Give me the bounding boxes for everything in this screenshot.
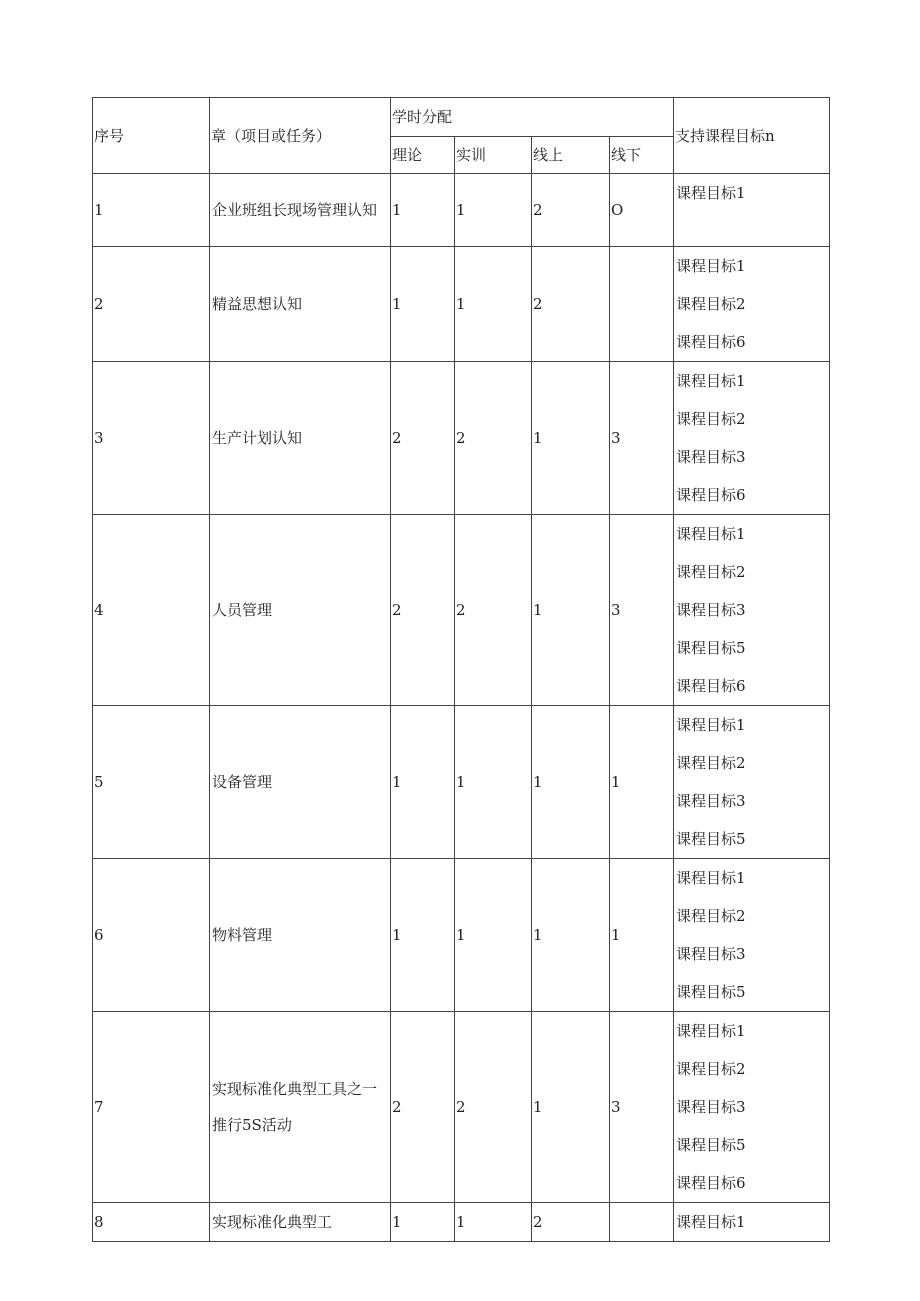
header-theory: 理论: [391, 137, 455, 174]
row-goals: [674, 362, 830, 515]
row-seq: 4: [93, 515, 210, 706]
goal-item: 课程目标5: [676, 983, 746, 1001]
row-goals: [674, 706, 830, 859]
goal-item: 课程目标1: [676, 184, 746, 202]
row-online: 2: [532, 247, 610, 362]
goal-item: 课程目标2: [676, 410, 746, 428]
row-seq: 1: [93, 174, 210, 247]
row-chapter: 企业班组长现场管理认知: [210, 174, 391, 247]
row-goals: [674, 247, 830, 362]
goal-item: 课程目标2: [676, 295, 746, 313]
row-theory: 2: [391, 362, 455, 515]
goal-item: 课程目标1: [676, 716, 746, 734]
row-goals: [674, 1203, 830, 1242]
header-goals: 支持课程目标n: [674, 98, 830, 174]
row-theory: 2: [391, 515, 455, 706]
header-chapter: 章（项目或任务）: [210, 98, 391, 174]
row-chapter: 人员管理: [210, 515, 391, 706]
goal-item: 课程目标2: [676, 563, 746, 581]
row-practice: 1: [455, 247, 532, 362]
row-chapter: 物料管理: [210, 859, 391, 1012]
row-seq: 7: [93, 1012, 210, 1203]
header-seq: 序号: [93, 98, 210, 174]
goal-item: 课程目标6: [676, 333, 746, 351]
row-offline: O: [610, 174, 674, 247]
row-theory: 1: [391, 247, 455, 362]
row-offline: 3: [610, 1012, 674, 1203]
header-hours-group: 学时分配: [391, 98, 674, 137]
row-chapter: 设备管理: [210, 706, 391, 859]
table-row: [93, 362, 830, 515]
row-seq: 2: [93, 247, 210, 362]
row-theory: 1: [391, 174, 455, 247]
header-offline: 线下: [610, 137, 674, 174]
row-online: 1: [532, 515, 610, 706]
goal-item: 课程目标1: [676, 1213, 746, 1231]
row-practice: 1: [455, 706, 532, 859]
row-offline: 1: [610, 706, 674, 859]
goal-item: 课程目标3: [676, 1098, 746, 1116]
row-goals: [674, 859, 830, 1012]
row-theory: 1: [391, 706, 455, 859]
table-row: [93, 1012, 830, 1203]
row-practice: 1: [455, 859, 532, 1012]
table-row: [93, 515, 830, 706]
row-practice: 1: [455, 1203, 532, 1242]
row-goals: [674, 515, 830, 706]
row-seq: 3: [93, 362, 210, 515]
row-seq: 6: [93, 859, 210, 1012]
row-online: 1: [532, 859, 610, 1012]
row-theory: 2: [391, 1012, 455, 1203]
row-practice: 2: [455, 515, 532, 706]
row-online: 1: [532, 362, 610, 515]
row-practice: 2: [455, 1012, 532, 1203]
goal-item: 课程目标5: [676, 830, 746, 848]
row-goals: [674, 1012, 830, 1203]
table-row: [93, 706, 830, 859]
course-hours-table: [92, 97, 830, 1242]
goal-item: 课程目标1: [676, 869, 746, 887]
row-theory: 1: [391, 1203, 455, 1242]
goal-item: 课程目标3: [676, 601, 746, 619]
row-seq: 5: [93, 706, 210, 859]
table-row: [93, 859, 830, 1012]
goal-item: 课程目标6: [676, 486, 746, 504]
table-row: [93, 1203, 830, 1242]
row-chapter: 精益思想认知: [210, 247, 391, 362]
header-online: 线上: [532, 137, 610, 174]
goal-item: 课程目标3: [676, 792, 746, 810]
goal-item: 课程目标2: [676, 754, 746, 772]
row-chapter: 生产计划认知: [210, 362, 391, 515]
row-offline: [610, 247, 674, 362]
row-chapter: 实现标准化典型工具之一推行5S活动: [210, 1012, 391, 1203]
row-goals: [674, 174, 830, 247]
row-practice: 2: [455, 362, 532, 515]
goal-item: 课程目标2: [676, 1060, 746, 1078]
row-offline: [610, 1203, 674, 1242]
header-practice: 实训: [455, 137, 532, 174]
goal-item: 课程目标3: [676, 448, 746, 466]
table-row: [93, 247, 830, 362]
row-online: 2: [532, 1203, 610, 1242]
row-seq: 8: [93, 1203, 210, 1242]
goal-item: 课程目标5: [676, 639, 746, 657]
goal-item: 课程目标1: [676, 525, 746, 543]
goal-item: 课程目标1: [676, 257, 746, 275]
goal-item: 课程目标1: [676, 1022, 746, 1040]
row-practice: 1: [455, 174, 532, 247]
row-offline: 3: [610, 515, 674, 706]
goal-item: 课程目标2: [676, 907, 746, 925]
row-online: 1: [532, 706, 610, 859]
table-row: [93, 174, 830, 247]
goal-item: 课程目标5: [676, 1136, 746, 1154]
row-offline: 1: [610, 859, 674, 1012]
goal-item: 课程目标1: [676, 372, 746, 390]
row-offline: 3: [610, 362, 674, 515]
row-chapter: 实现标准化典型工: [210, 1203, 391, 1242]
goal-item: 课程目标3: [676, 945, 746, 963]
goal-item: 课程目标6: [676, 1174, 746, 1192]
row-online: 1: [532, 1012, 610, 1203]
row-theory: 1: [391, 859, 455, 1012]
goal-item: 课程目标6: [676, 677, 746, 695]
row-online: 2: [532, 174, 610, 247]
